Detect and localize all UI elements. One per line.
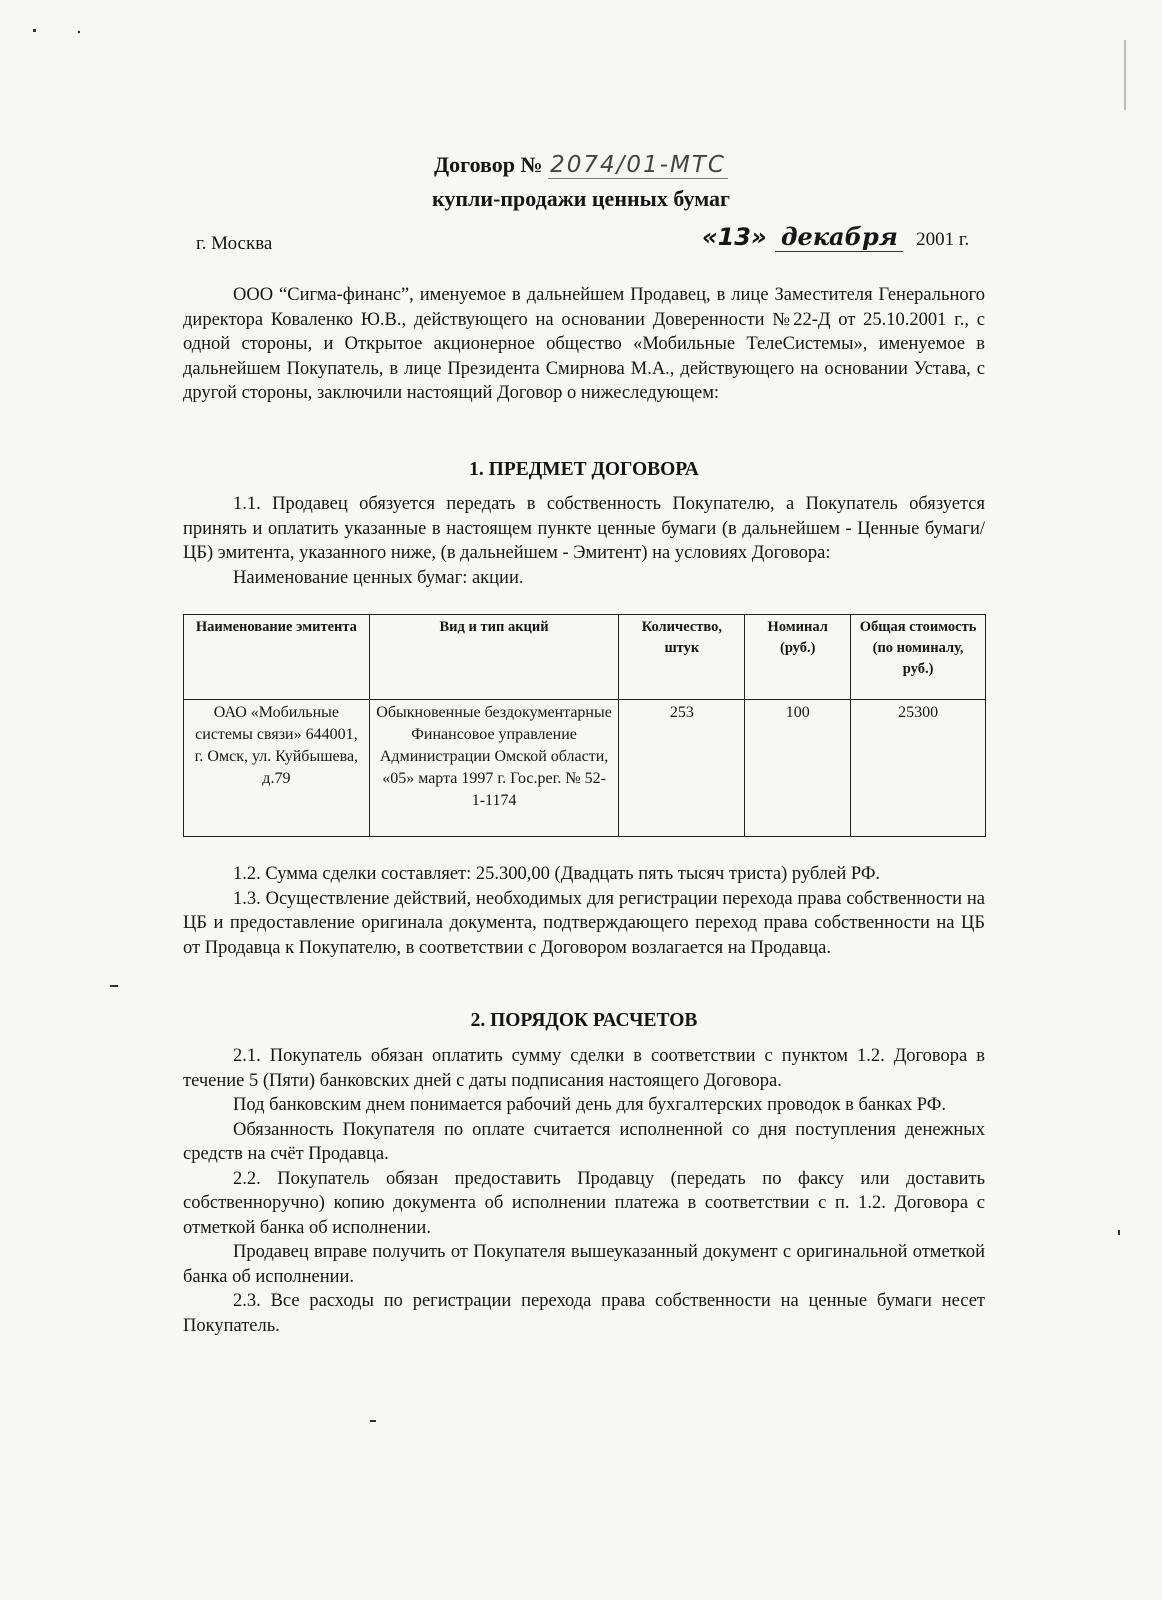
city: г. Москва <box>196 233 273 254</box>
clause-2-2: 2.2. Покупатель обязан предоставить Продавцу (передать по факсу или доставить собственноручно) копию документа об исполнении платежа в соответствии с п. 1.2. Договора с отметкой банка об исполнении. <box>183 1168 985 1238</box>
clause-2-1-payment-obligation: Обязанность Покупателя по оплате считается исполненной со дня поступления денежных средств на счёт Продавца. <box>183 1119 985 1164</box>
scan-edge-mark <box>1124 40 1126 110</box>
handwritten-day: «13» <box>702 223 767 251</box>
cell-share-type: Обыкновенные бездокументарные Финансовое управление Администрации Омской области, «05» марта 1997 г. Гос.рег. № 52-1-1174 <box>369 700 619 837</box>
section-1-title: 1. ПРЕДМЕТ ДОГОВОРА <box>469 459 699 480</box>
cell-total: 25300 <box>851 700 986 837</box>
section-2-title: 2. ПОРЯДОК РАСЧЕТОВ <box>470 1010 698 1031</box>
document-title <box>0 152 1162 178</box>
section-2-body <box>183 1044 985 1338</box>
section-1-body <box>183 492 985 590</box>
preamble-text: ООО “Сигма-финанс”, именуемое в дальнейшем Продавец, в лице Заместителя Генерального директора Коваленко Ю.В., действующего на основании Доверенности №22-Д от 25.10.2001 г., с одной стороны, и Открытое акционерное общество «Мобильные ТелеСистемы», именуемое в дальнейшем Покупатель, в лице Президента Смирнова М.А., действующего на основании Устава, с другой стороны, заключили настоящий Договор о нижеследующем: <box>183 285 985 403</box>
table-row <box>184 700 986 837</box>
clause-2-1: 2.1. Покупатель обязан оплатить сумму сделки в соответствии с пунктом 1.2. Договора в течение 5 (Пяти) банковских дней с даты подписания настоящего Договора. <box>183 1046 985 1091</box>
title-prefix: Договор № <box>434 152 543 177</box>
scan-speck <box>33 29 36 32</box>
document-subtitle: купли-продажи ценных бумаг <box>431 186 731 211</box>
handwritten-contract-number: 2074/01-МТС <box>550 152 726 178</box>
table-header-row <box>184 615 986 700</box>
clause-2-1-banking-day: Под банковским днем понимается рабочий день для бухгалтерских проводок в банках РФ. <box>233 1095 947 1115</box>
clause-1-1: 1.1. Продавец обязуется передать в собственность Покупателю, а Покупатель обязуется принять и оплатить указанные в настоящем пункте ценные бумаги (в дальнейшем - Ценные бумаги/ЦБ) эмитента, указанного ниже, (в дальнейшем - Эмитент) на условиях Договора: <box>183 494 985 563</box>
header-issuer: Наименование эмитента <box>184 615 370 700</box>
handwritten-month: декабря <box>775 222 903 252</box>
preamble <box>183 283 985 406</box>
scan-speck <box>110 985 118 987</box>
clause-1-3: 1.3. Осуществление действий, необходимых для регистрации перехода права собственности на ЦБ и предоставление оригинала документа, подтверждающего переход права собственности на ЦБ от Продавца к Покупателю, в соответствии с Договором возлагается на Продавца. <box>183 888 985 958</box>
header-quantity: Количество, штук <box>619 615 745 700</box>
cell-nominal: 100 <box>745 700 851 837</box>
header-total: Общая стоимость (по номиналу, руб.) <box>851 615 986 700</box>
clause-2-2-seller-right: Продавец вправе получить от Покупателя вышеуказанный документ с оригинальной отметкой банка об исполнении. <box>183 1242 985 1287</box>
contract-date <box>702 222 969 252</box>
scan-speck <box>78 31 80 33</box>
date-year: 2001 г. <box>916 229 970 250</box>
cell-quantity: 253 <box>619 700 745 837</box>
section-1-continued <box>183 862 985 960</box>
scan-speck <box>370 1420 376 1422</box>
clause-2-3: 2.3. Все расходы по регистрации перехода права собственности на ценные бумаги несет Покупатель. <box>183 1291 985 1336</box>
securities-table <box>183 614 986 837</box>
securities-name: Наименование ценных бумаг: акции. <box>233 567 524 588</box>
header-share-type: Вид и тип акций <box>369 615 619 700</box>
cell-issuer: ОАО «Мобильные системы связи» 644001, г. Омск, ул. Куйбышева, д.79 <box>184 700 370 837</box>
scan-speck <box>1118 1230 1120 1235</box>
header-nominal: Номинал (руб.) <box>745 615 851 700</box>
clause-1-2: 1.2. Сумма сделки составляет: 25.300,00 (Двадцать пять тысяч триста) рублей РФ. <box>233 864 881 884</box>
